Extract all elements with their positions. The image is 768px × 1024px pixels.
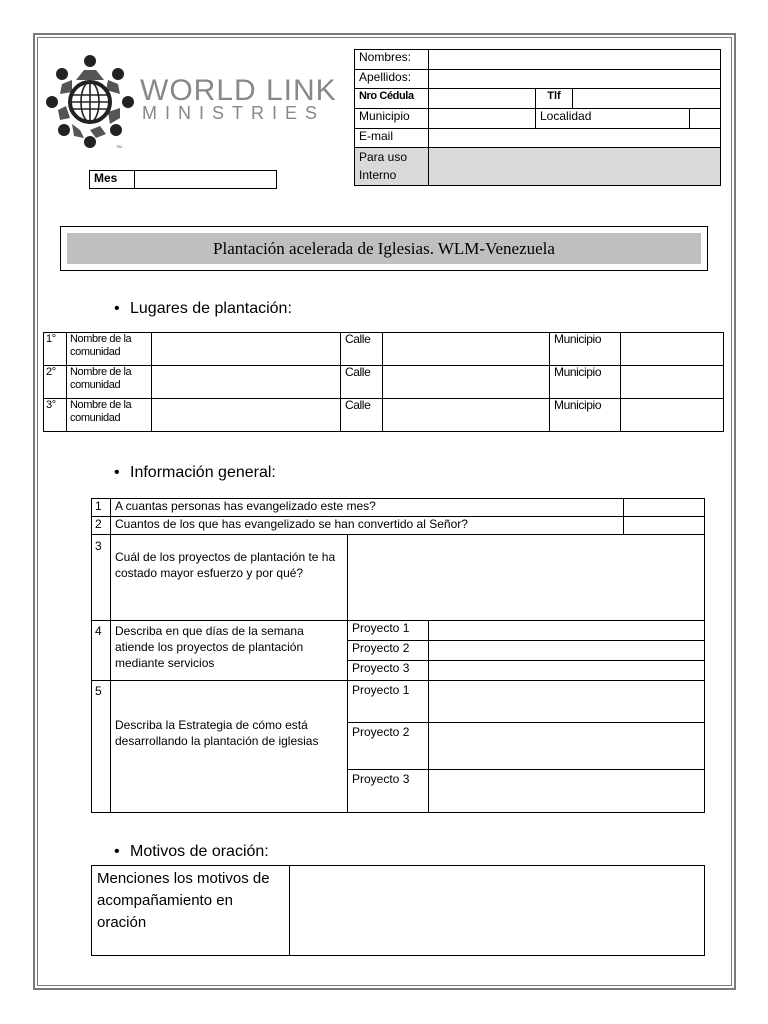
info-num: 5 [92, 681, 111, 813]
lugares-row [44, 333, 724, 366]
info-answer-field[interactable] [348, 535, 705, 621]
lugar-calle-label: Calle [341, 399, 383, 432]
info-row [92, 681, 705, 723]
lugar-municipio-label: Municipio [550, 366, 621, 399]
lugar-nombre-label: Nombre de la comunidad [67, 399, 152, 432]
info-row [92, 621, 705, 641]
motivos-label: Menciones los motivos de acompañamiento en oración [92, 866, 290, 956]
email-field[interactable] [429, 129, 721, 148]
apellidos-label: Apellidos: [355, 70, 429, 89]
bullet-icon: • [114, 464, 120, 481]
proyecto-field[interactable] [429, 723, 705, 770]
info-num: 2 [92, 517, 111, 535]
section-lugares-title: Lugares de plantación: [130, 300, 292, 317]
cedula-label: Nro Cédula [355, 89, 429, 109]
lugar-nombre-field[interactable] [152, 399, 341, 432]
proyecto-field[interactable] [429, 661, 705, 681]
section-lugares [114, 300, 292, 318]
nombres-label: Nombres: [355, 50, 429, 70]
info-row [92, 499, 705, 517]
lugar-municipio-label: Municipio [550, 333, 621, 366]
lugar-municipio-field[interactable] [621, 399, 724, 432]
internal-use-line2: Interno [359, 168, 397, 182]
page-title: Plantación acelerada de Iglesias. WLM-Venezuela [67, 233, 701, 264]
proyecto-label: Proyecto 1 [348, 621, 429, 641]
proyecto-label: Proyecto 2 [348, 641, 429, 661]
lugar-calle-field[interactable] [383, 399, 550, 432]
info-answer-field[interactable] [624, 517, 705, 535]
lugar-num: 1° [44, 333, 67, 366]
nombres-field[interactable] [429, 50, 721, 70]
info-question: Describa en que días de la semana atiende los proyectos de plantación mediante servicios [111, 621, 348, 681]
lugar-num: 3° [44, 399, 67, 432]
lugares-table [43, 332, 724, 432]
internal-use-label [355, 148, 429, 186]
lugar-municipio-field[interactable] [621, 333, 724, 366]
proyecto-label: Proyecto 2 [348, 723, 429, 770]
proyecto-field[interactable] [429, 621, 705, 641]
info-num: 3 [92, 535, 111, 621]
lugar-nombre-field[interactable] [152, 333, 341, 366]
tlf-label: Tlf [536, 89, 573, 109]
motivos-table [91, 865, 705, 956]
info-row [92, 535, 705, 621]
info-row [92, 517, 705, 535]
section-info [114, 464, 276, 482]
bullet-icon: • [114, 300, 120, 317]
lugar-municipio-field[interactable] [621, 366, 724, 399]
info-table [91, 498, 705, 813]
info-num: 1 [92, 499, 111, 517]
tlf-field[interactable] [573, 89, 721, 109]
info-answer-field[interactable] [624, 499, 705, 517]
section-motivos [114, 843, 269, 861]
lugar-nombre-field[interactable] [152, 366, 341, 399]
info-question: Describa la Estrategia de cómo está desarrollando la plantación de iglesias [111, 681, 348, 813]
motivos-field[interactable] [290, 866, 705, 956]
mes-label: Mes [90, 171, 135, 189]
lugar-nombre-label: Nombre de la comunidad [67, 366, 152, 399]
bullet-icon: • [114, 843, 120, 860]
lugar-calle-label: Calle [341, 333, 383, 366]
lugar-num: 2° [44, 366, 67, 399]
lugar-municipio-label: Municipio [550, 399, 621, 432]
tm-mark: TM [116, 144, 122, 149]
lugares-row [44, 399, 724, 432]
cedula-field[interactable] [429, 89, 536, 109]
localidad-label: Localidad [536, 109, 690, 129]
info-question: Cuantos de los que has evangelizado se han convertido al Señor? [111, 517, 624, 535]
proyecto-field[interactable] [429, 770, 705, 813]
email-label: E-mail [355, 129, 429, 148]
municipio-field[interactable] [429, 109, 536, 129]
info-question: A cuantas personas has evangelizado este mes? [111, 499, 624, 517]
localidad-field[interactable] [690, 109, 721, 129]
lugar-nombre-label: Nombre de la comunidad [67, 333, 152, 366]
mes-table [89, 170, 277, 189]
lugar-calle-field[interactable] [383, 333, 550, 366]
lugar-calle-field[interactable] [383, 366, 550, 399]
internal-use-line1: Para uso [359, 150, 408, 164]
municipio-label: Municipio [355, 109, 429, 129]
title-banner [60, 226, 708, 271]
lugar-calle-label: Calle [341, 366, 383, 399]
section-motivos-title: Motivos de oración: [130, 843, 269, 860]
proyecto-field[interactable] [429, 681, 705, 723]
proyecto-label: Proyecto 1 [348, 681, 429, 723]
proyecto-field[interactable] [429, 641, 705, 661]
logo-text-ministries: MINISTRIES [142, 103, 326, 123]
personal-data-table [354, 49, 721, 186]
mes-input[interactable] [135, 171, 277, 189]
lugares-row [44, 366, 724, 399]
info-question: Cuál de los proyectos de plantación te ha costado mayor esfuerzo y por qué? [111, 535, 348, 621]
proyecto-label: Proyecto 3 [348, 661, 429, 681]
logo-text-world-link: WORLD LINK [140, 74, 337, 107]
info-num: 4 [92, 621, 111, 681]
proyecto-label: Proyecto 3 [348, 770, 429, 813]
section-info-title: Información general: [130, 464, 276, 481]
apellidos-field[interactable] [429, 70, 721, 89]
globe-logo-icon [44, 50, 136, 150]
internal-use-field [429, 148, 721, 186]
